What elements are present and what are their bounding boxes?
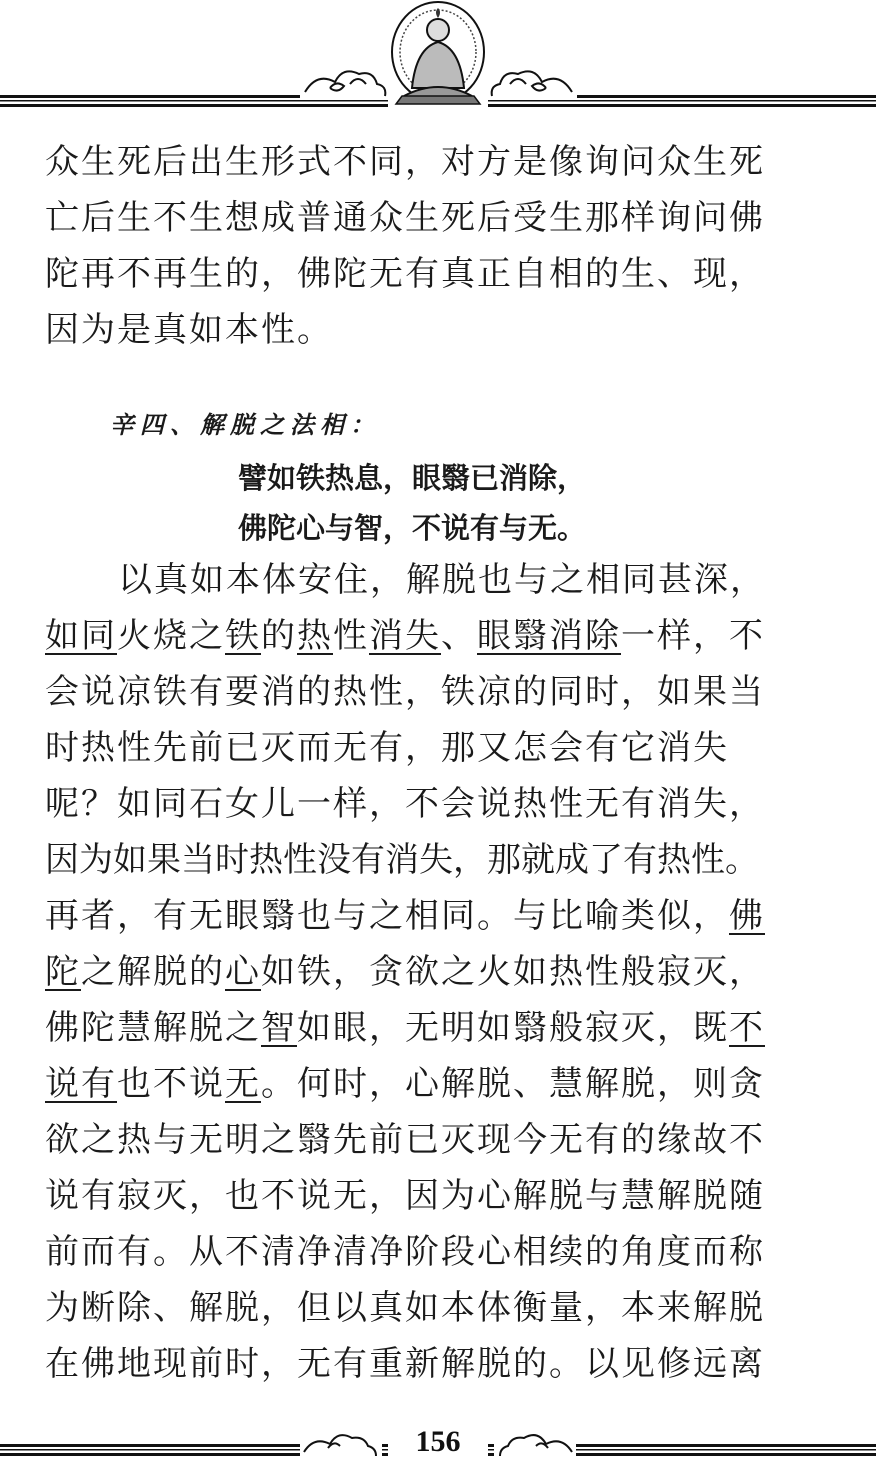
text-line: 时热性先前已灭而无有，那又怎会有它消失 xyxy=(45,728,729,768)
page-number: 156 xyxy=(388,1424,488,1460)
text-line: 欲之热与无明之翳先前已灭现今无有的缘故不 xyxy=(45,1120,765,1160)
underlined-term: 不 xyxy=(729,1008,765,1048)
cloud-left-icon xyxy=(300,71,390,98)
text-line: 呢？如同石女儿一样，不会说热性无有消失， xyxy=(45,784,765,824)
underlined-term: 智 xyxy=(261,1008,297,1048)
section-heading: 辛四、解脱之法相： xyxy=(110,411,380,439)
underlined-term: 如同 xyxy=(45,616,117,656)
text-line: 在佛地现前时，无有重新解脱的。以见修远离 xyxy=(45,1344,765,1384)
underlined-term: 陀 xyxy=(45,952,81,992)
text-line: 佛陀慧解脱之智如眼，无明如翳般寂灭，既不 xyxy=(45,1008,765,1048)
text-line: 前而有。从不清净清净阶段心相续的角度而称 xyxy=(45,1232,765,1272)
underlined-term: 眼翳消除 xyxy=(477,616,621,656)
underlined-term: 无 xyxy=(225,1064,261,1104)
text-line: 陀再不再生的，佛陀无有真正自相的生、现， xyxy=(45,254,765,294)
underlined-term: 佛 xyxy=(729,896,765,936)
text-line: 会说凉铁有要消的热性，铁凉的同时，如果当 xyxy=(45,672,765,712)
header-ornament xyxy=(0,0,876,120)
buddha-icon xyxy=(388,2,488,108)
underlined-term: 心 xyxy=(225,952,261,992)
text-line: 说有也不说无。何时，心解脱、慧解脱，则贪 xyxy=(45,1064,765,1104)
underlined-term: 消失 xyxy=(369,616,441,656)
underlined-term: 热 xyxy=(297,616,333,656)
text-line: 以真如本体安住，解脱也与之相同甚深， xyxy=(118,560,766,600)
verse-line: 譬如铁热息，眼翳已消除， xyxy=(238,461,587,495)
text-line: 因为如果当时热性没有消失，那就成了有热性。 xyxy=(45,840,759,880)
underlined-term: 铁 xyxy=(225,616,261,656)
text-line: 如同火烧之铁的热性消失、眼翳消除一样，不 xyxy=(45,616,765,656)
text-line: 为断除、解脱，但以真如本体衡量，本来解脱 xyxy=(45,1288,765,1328)
text-line: 说有寂灭，也不说无，因为心解脱与慧解脱随 xyxy=(45,1176,765,1216)
cloud-right-icon xyxy=(487,71,577,98)
text-line: 因为是真如本性。 xyxy=(45,310,333,350)
cloud-right-icon xyxy=(494,1430,576,1458)
text-line: 众生死后出生形式不同，对方是像询问众生死 xyxy=(45,142,765,182)
text-line: 亡后生不生想成普通众生死后受生那样询问佛 xyxy=(45,198,765,238)
verse-line: 佛陀心与智，不说有与无。 xyxy=(238,511,587,545)
text-line: 陀之解脱的心如铁，贪欲之火如热性般寂灭， xyxy=(45,952,765,992)
text-line: 再者，有无眼翳也与之相同。与比喻类似，佛 xyxy=(45,896,765,936)
underlined-term: 说有 xyxy=(45,1064,117,1104)
cloud-left-icon xyxy=(300,1430,382,1458)
